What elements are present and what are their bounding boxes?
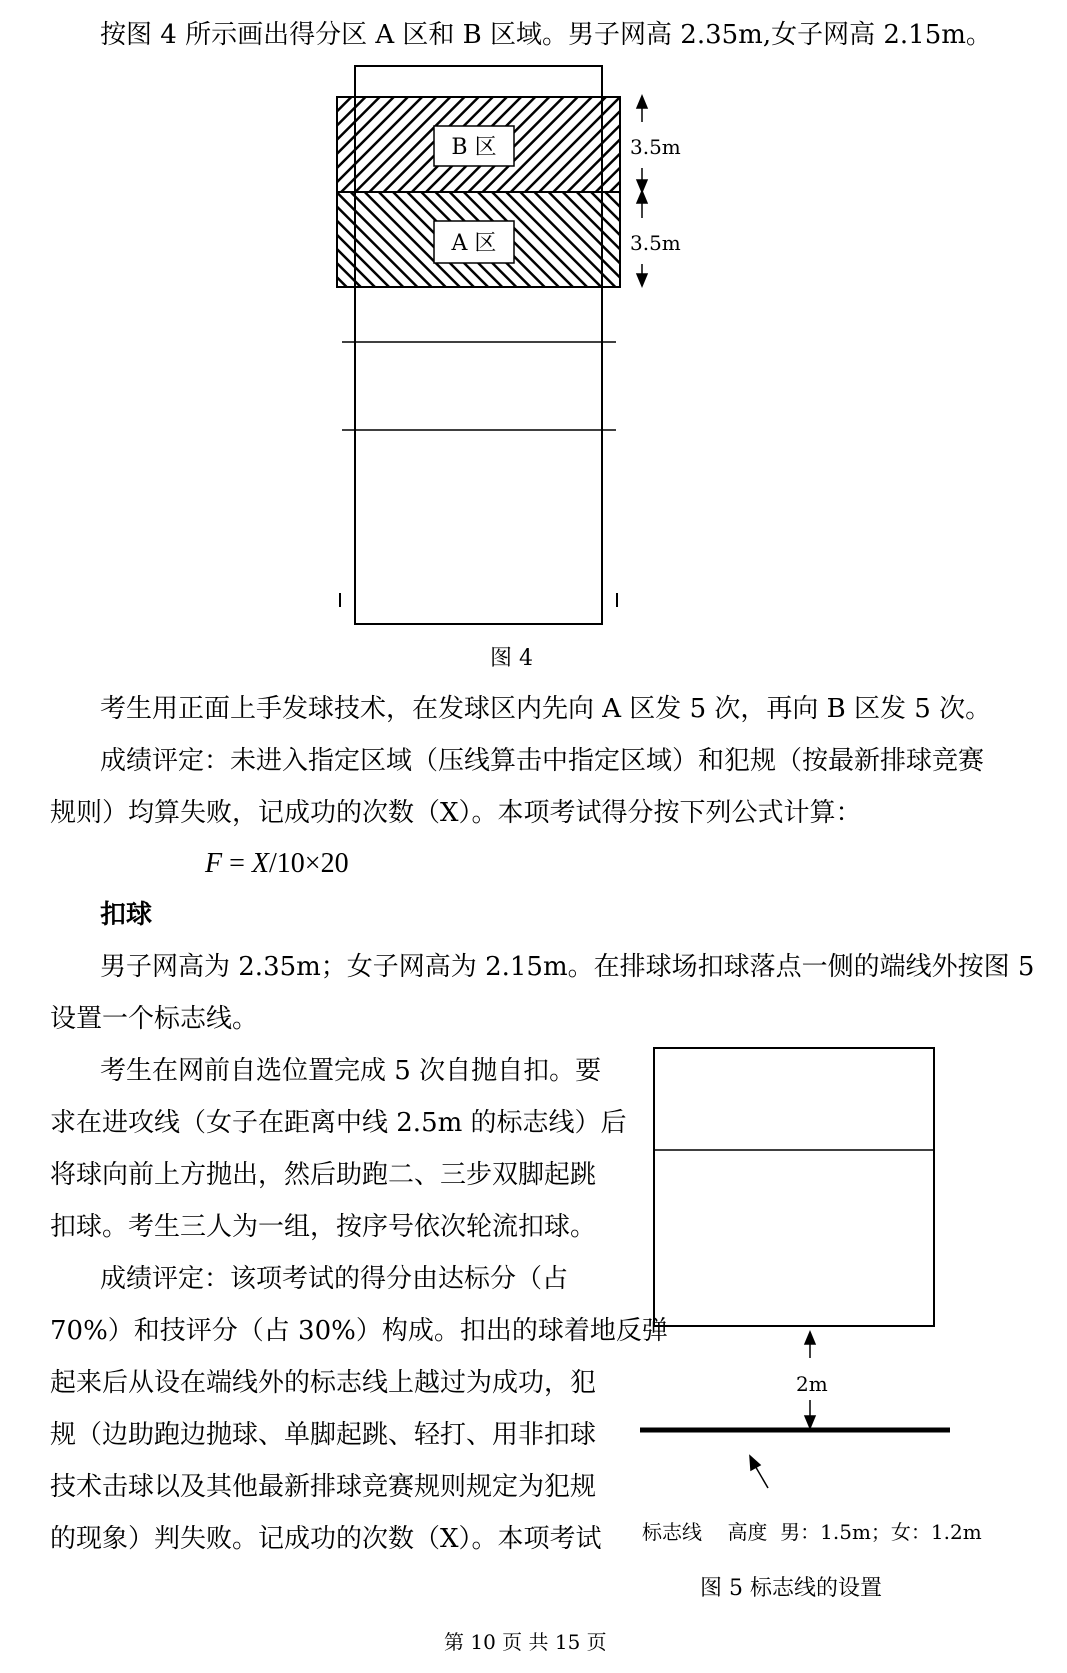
distance-text: 2m <box>796 1372 828 1396</box>
spike-para3-line: 技术击球以及其他最新排球竞赛规则规定为犯规 <box>50 1472 597 1502</box>
zone-b-label: B 区 <box>451 135 497 160</box>
height-values: 男：1.5m；女：1.2m <box>780 1520 982 1544</box>
zone-a-label: A 区 <box>451 231 497 256</box>
marker-label-line <box>642 1520 982 1544</box>
spike-para3-line: 起来后从设在端线外的标志线上越过为成功，犯 <box>50 1368 597 1398</box>
spike-para3-line: 成绩评定：该项考试的得分由达标分（占 <box>100 1264 569 1294</box>
marker-label: 标志线 <box>642 1520 702 1544</box>
height-label: 高度 <box>727 1520 768 1544</box>
dimension-arrows <box>637 96 647 286</box>
spike-heading: 扣球 <box>100 900 153 930</box>
figure-5-marker-diagram <box>630 1040 960 1540</box>
spike-para2-line: 将球向前上方抛出，然后助跑二、三步双脚起跳 <box>50 1160 597 1190</box>
serve-instruction: 考生用正面上手发球技术，在发球区内先向 A 区发 5 次，再向 B 区发 5 次。 <box>100 694 992 724</box>
spike-para2-line: 扣球。考生三人为一组，按序号依次轮流扣球。 <box>50 1212 597 1242</box>
serve-eval-line-2: 规则）均算失败，记成功的次数（X）。本项考试得分按下列公式计算： <box>50 798 862 828</box>
figure-4-court-diagram <box>330 60 681 640</box>
serve-eval-line-1: 成绩评定：未进入指定区域（压线算击中指定区域）和犯规（按最新排球竞赛 <box>100 746 985 776</box>
spike-para3-line: 规（边助跑边抛球、单脚起跳、轻打、用非扣球 <box>50 1420 597 1450</box>
spike-para3-line: 70%）和技评分（占 30%）构成。扣出的球着地反弹 <box>50 1316 668 1346</box>
spike-line-1: 男子网高为 2.35m；女子网高为 2.15m。在排球场扣球落点一侧的端线外按图 5 <box>100 952 1035 982</box>
page-footer: 第 10 页 共 15 页 <box>444 1630 607 1654</box>
score-formula: F = X/10×20 <box>205 848 349 879</box>
intro-line: 按图 4 所示画出得分区 A 区和 B 区域。男子网高 2.35m,女子网高 2.15m。 <box>100 20 992 50</box>
spike-para2-line: 求在进攻线（女子在距离中线 2.5m 的标志线）后 <box>50 1108 627 1138</box>
dimension-b-text: 3.5m <box>630 135 681 159</box>
dimension-a-text: 3.5m <box>630 231 681 255</box>
figure-5-caption: 图 5 标志线的设置 <box>700 1576 882 1601</box>
pointer-arrow <box>750 1456 768 1488</box>
spike-line-2: 设置一个标志线。 <box>50 1004 259 1034</box>
spike-para2-line: 考生在网前自选位置完成 5 次自抛自扣。要 <box>100 1056 602 1086</box>
spike-para3-line: 的现象）判失败。记成功的次数（X）。本项考试 <box>50 1524 602 1554</box>
court-half <box>654 1048 934 1326</box>
figure-4-caption: 图 4 <box>490 646 533 671</box>
